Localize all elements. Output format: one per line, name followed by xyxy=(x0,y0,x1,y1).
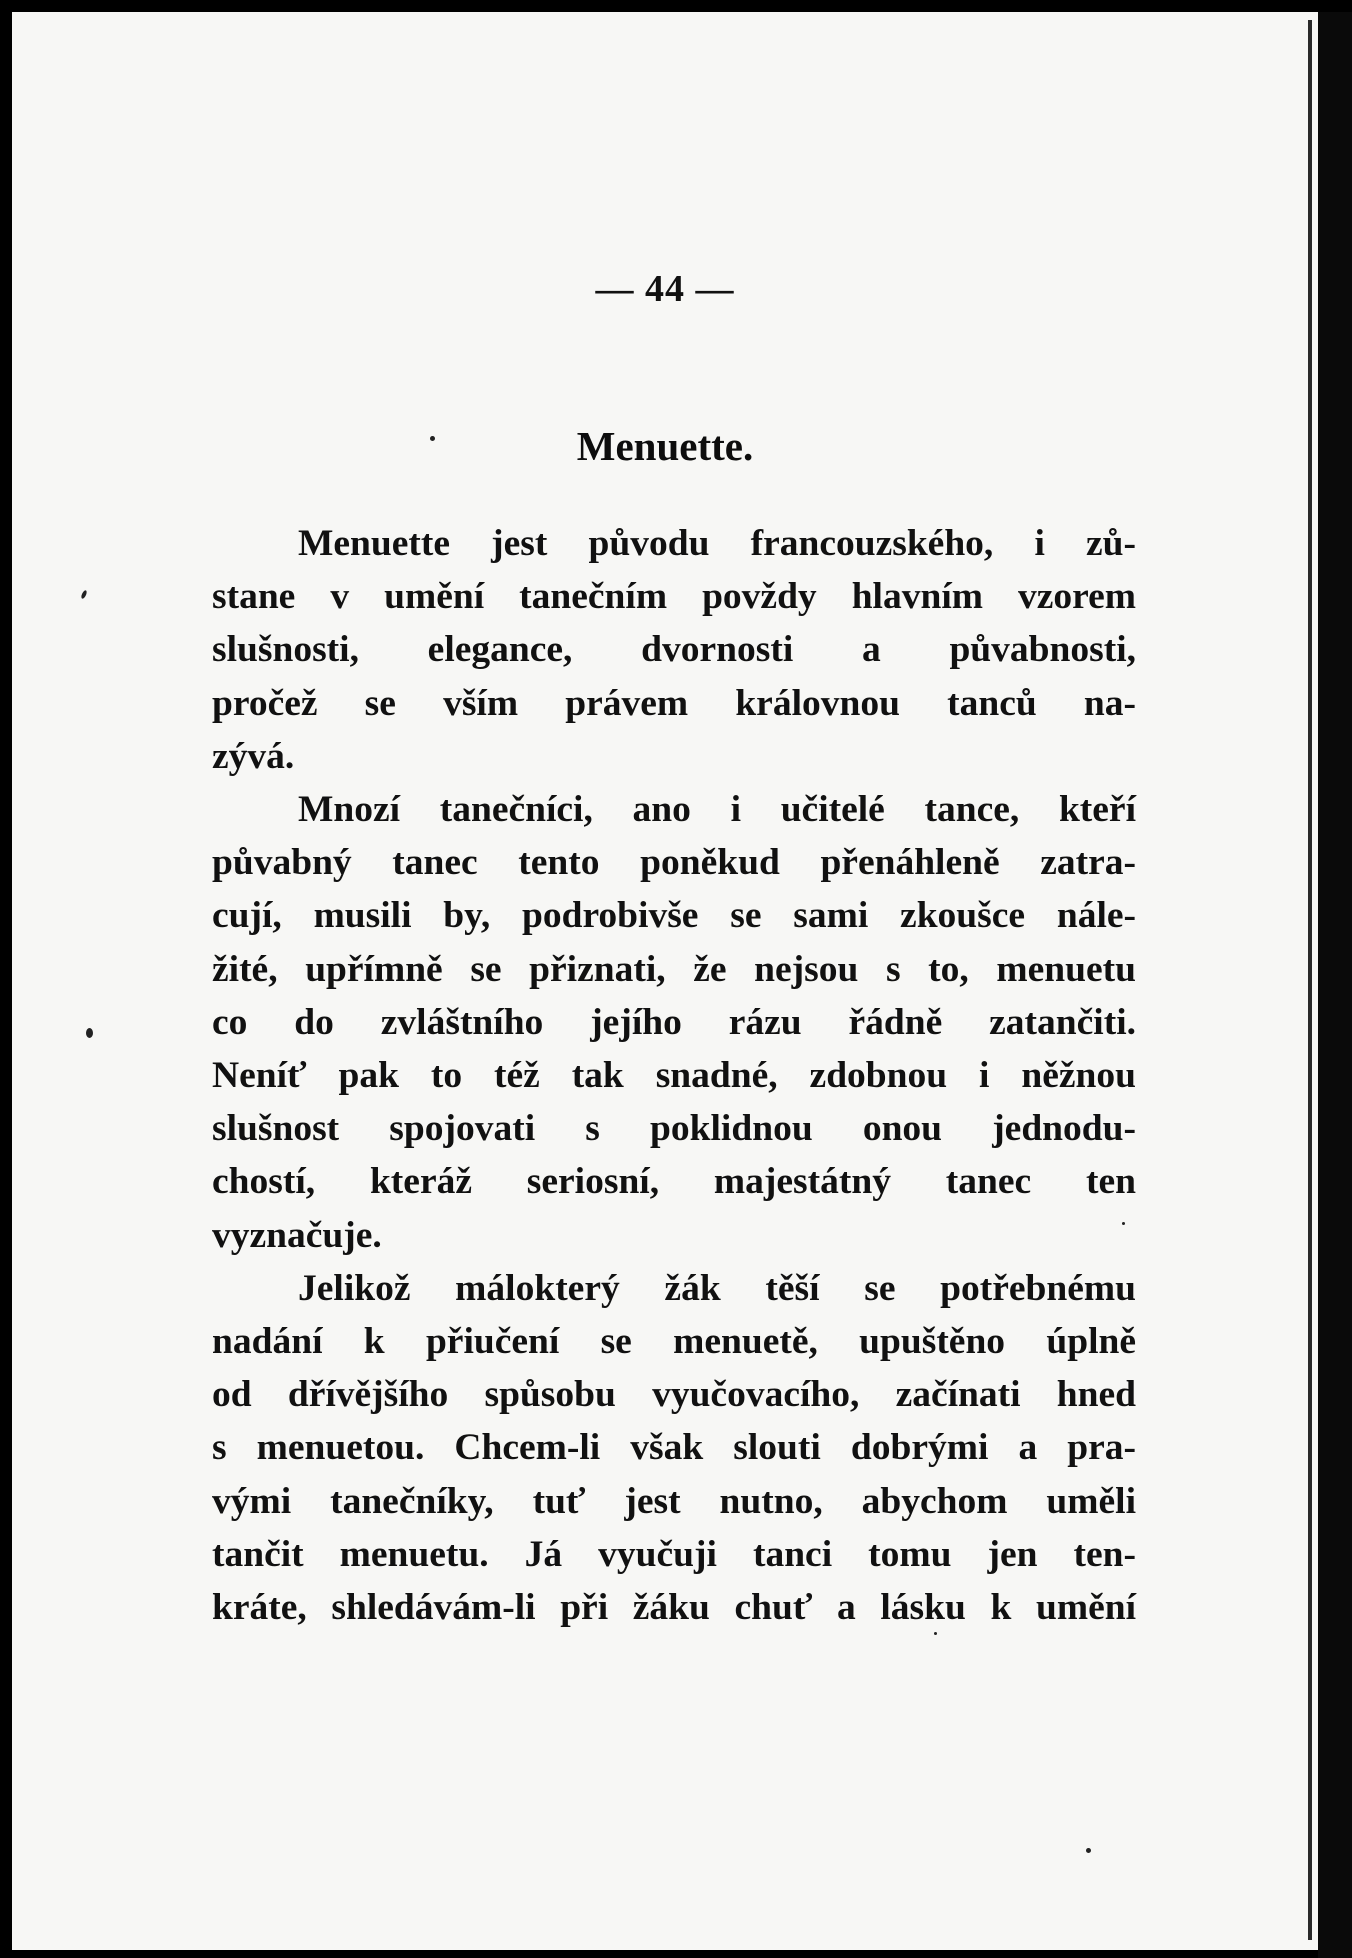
text-line: Menuette jest původu francouzského, i zů- xyxy=(298,523,1136,564)
text-line: půvabný tanec tento poněkud přenáhleně zatra- xyxy=(212,842,1136,884)
text-line: slušnost spojovati s poklidnou onou jednodu- xyxy=(212,1108,1136,1150)
text-line: Neníť pak to též tak snadné, zdobnou i něžnou xyxy=(212,1055,1136,1097)
print-speck xyxy=(934,1632,937,1635)
text-line: žité, upřímně se přiznati, že nejsou s to, menuetu xyxy=(212,948,1136,990)
text-line: vými tanečníky, tuť jest nutno, abychom uměli xyxy=(212,1480,1136,1522)
print-speck xyxy=(1086,1848,1091,1853)
text-line: od dřívějšího spůsobu vyučovacího, začínati hned xyxy=(212,1374,1136,1416)
text-line: pročež se vším právem královnou tanců na- xyxy=(212,682,1136,724)
print-speck xyxy=(80,590,87,600)
text-line: cují, musili by, podrobivše se sami zkoušce nále- xyxy=(212,895,1136,937)
page-number: — 44 — xyxy=(595,268,735,310)
text-line: nadání k přiučení se menuetě, upuštěno úplně xyxy=(212,1321,1136,1363)
text-line: zývá. xyxy=(212,735,295,777)
scan-edge xyxy=(1318,12,1352,1958)
text-line: s menuetou. Chcem-li však slouti dobrými a pra- xyxy=(212,1427,1136,1469)
text-line: stane v umění tanečním povždy hlavním vzorem xyxy=(212,576,1136,618)
text-line: Jelikož málokterý žák těší se potřebnému xyxy=(298,1267,1136,1309)
text-line: slušnosti, elegance, dvornosti a půvabnosti, xyxy=(212,629,1136,671)
text-line: tančit menuetu. Já vyučuji tanci tomu jen ten- xyxy=(212,1533,1136,1575)
text-line: chostí, kteráž seriosní, majestátný tanec ten xyxy=(212,1161,1136,1203)
print-speck xyxy=(1122,1222,1125,1225)
text-line: co do zvláštního jejího rázu řádně zatančiti. xyxy=(212,1001,1136,1043)
scan-edge-line xyxy=(1308,20,1312,1940)
text-line: Mnozí tanečníci, ano i učitelé tance, kteří xyxy=(298,789,1136,831)
print-speck xyxy=(86,1028,93,1038)
body-text xyxy=(212,517,1136,1634)
text-line: vyznačuje. xyxy=(212,1214,382,1256)
text-line: kráte, shledávám-li při žáku chuť a lásku k umění xyxy=(212,1587,1136,1629)
print-speck xyxy=(430,436,435,441)
book-page xyxy=(12,12,1318,1950)
chapter-title: Menuette. xyxy=(576,423,754,469)
